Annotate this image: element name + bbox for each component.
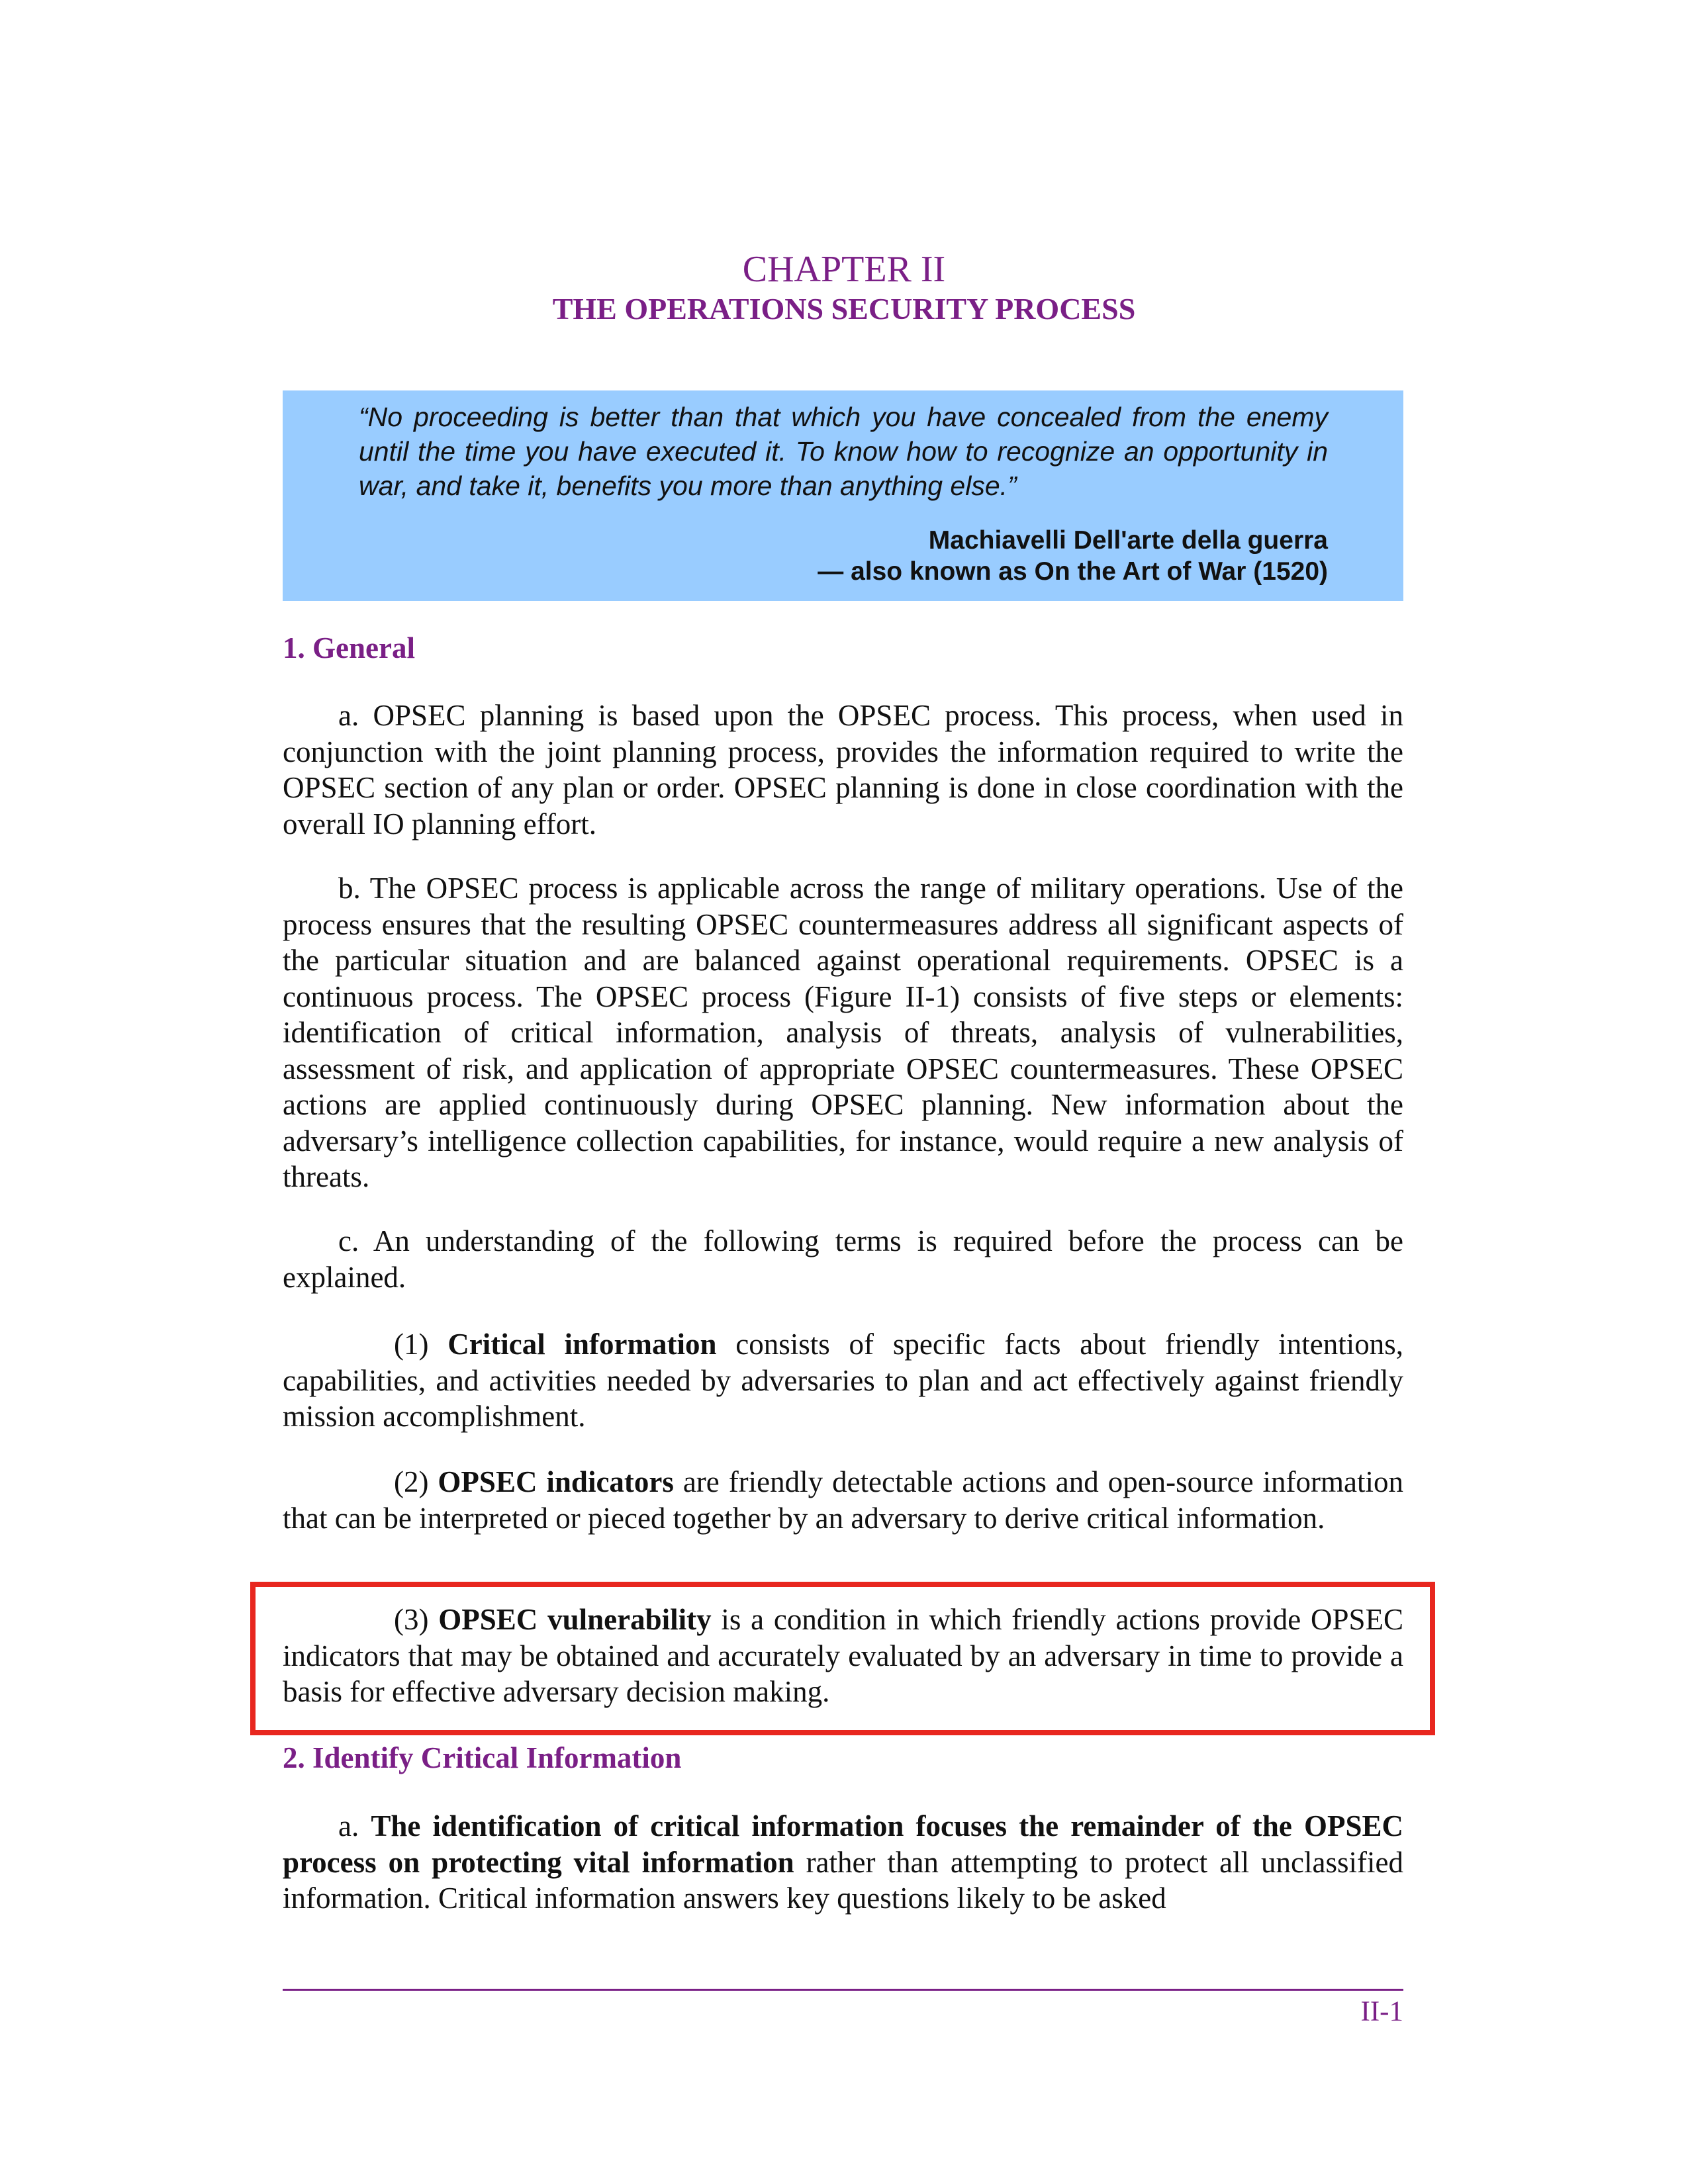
paragraph-1a: a. OPSEC planning is based upon the OPSEC process. This process, when used in conjunction with the joint planning process, provides the information required to write the OPSEC section of any plan or order. OPSEC planning is done in close coordination with the overall IO planning effort. <box>283 699 1403 841</box>
section-heading-general: 1. General <box>283 631 415 664</box>
term-definition: are friendly detectable actions and open-source information that can be interpreted or pieced together by an adversary to derive critical information. <box>283 1465 1403 1535</box>
paragraph-2a-prefix: a. <box>338 1809 371 1843</box>
quote-box <box>283 390 1403 601</box>
section-heading-identify-critical-information: 2. Identify Critical Information <box>283 1741 682 1774</box>
page-number: II-1 <box>1360 1996 1403 2027</box>
term-label: OPSEC indicators <box>438 1465 674 1498</box>
chapter-title: THE OPERATIONS SECURITY PROCESS <box>552 292 1136 326</box>
paragraph-1b: b. The OPSEC process is applicable across the range of military operations. Use of the process ensures that the resulting OPSEC countermeasures address all significant aspects of the particular situation and are balanced against operational requirements. OPSEC is a continuous process. The OPSEC process (Figure II-1) consists of five steps or elements: identification of critical information, analysis of threats, analysis of vulnerabilities, assessment of risk, and application of appropriate OPSEC countermeasures. These OPSEC actions are applied continuously during OPSEC planning. New information about the adversary’s intelligence collection capabilities, for instance, would require a new analysis of threats. <box>283 872 1403 1193</box>
paragraph-2a-text: rather than attempting to protect all unclassified information. Critical information answers key questions likely to be asked <box>283 1845 1403 1915</box>
chapter-number: CHAPTER II <box>742 249 946 290</box>
quote-attribution-line2: — also known as On the Art of War (1520) <box>818 557 1328 586</box>
quote-text: “No proceeding is better than that which you have concealed from the enemy until the time you have executed it. To know how to recognize an opportunity in war, and take it, benefits you more than anything else.” <box>359 402 1328 501</box>
quote-attribution-line1: Machiavelli Dell'arte della guerra <box>928 526 1328 555</box>
term-label: OPSEC vulnerability <box>438 1603 712 1636</box>
term-opsec-indicators <box>283 1464 1403 1536</box>
term-number: (1) <box>394 1328 448 1361</box>
term-number: (3) <box>394 1603 439 1636</box>
highlight-box <box>250 1582 1435 1735</box>
term-definition: is a condition in which friendly actions provide OPSEC indicators that may be obtained and accurately evaluated by an adversary in time to provide a basis for effective adversary decision making. <box>283 1603 1403 1708</box>
paragraph-2a-bold: The identification of critical information focuses the remainder of the OPSEC process on protecting vital information <box>283 1809 1403 1879</box>
term-label: Critical information <box>447 1328 717 1361</box>
term-critical-information <box>283 1326 1403 1435</box>
paragraph-2a <box>283 1808 1403 1917</box>
term-definition: consists of specific facts about friendly intentions, capabilities, and activities needed by adversaries to plan and act effectively against friendly mission accomplishment. <box>283 1328 1403 1433</box>
paragraph-1c: c. An understanding of the following terms is required before the process can be explained. <box>283 1224 1403 1294</box>
footer-rule <box>283 1989 1403 1991</box>
term-number: (2) <box>394 1465 438 1498</box>
